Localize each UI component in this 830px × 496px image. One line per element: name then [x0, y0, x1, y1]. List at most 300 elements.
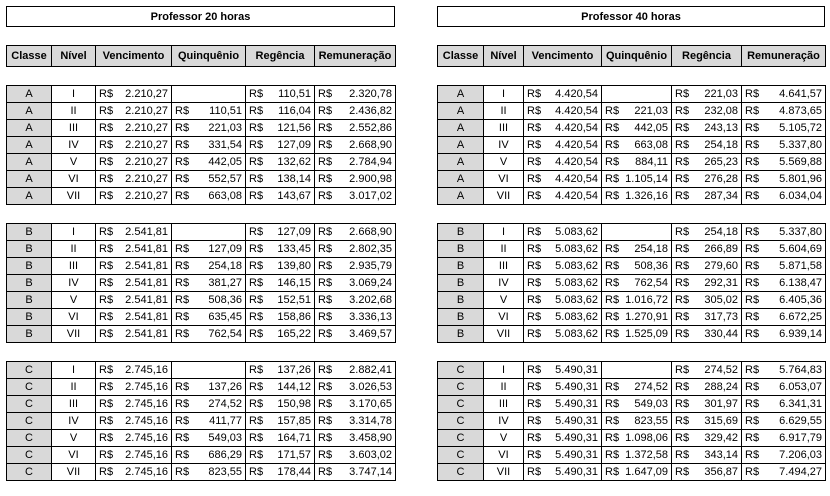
quinquenio-cell — [602, 103, 672, 120]
amount-value: 2.541,81 — [125, 277, 168, 289]
header-nivel: Nível — [52, 46, 96, 67]
currency-symbol: R$ — [318, 449, 333, 461]
amount-value: 288,24 — [704, 381, 738, 393]
currency-symbol: R$ — [318, 415, 333, 427]
currency-symbol: R$ — [605, 398, 620, 410]
remuneracao-cell — [315, 258, 396, 275]
regencia-cell — [672, 326, 742, 343]
remuneracao-cell — [742, 137, 826, 154]
table-row — [7, 154, 396, 171]
amount-value: 4.873,65 — [779, 105, 822, 117]
quinquenio-cell — [602, 396, 672, 413]
amount-value: 5.083,62 — [555, 260, 598, 272]
remuneracao-cell — [742, 154, 826, 171]
quinquenio-cell — [172, 396, 246, 413]
currency-symbol: R$ — [249, 156, 264, 168]
currency-symbol: R$ — [745, 226, 760, 238]
amount-value: 2.668,90 — [349, 226, 392, 238]
classe-cell: A — [438, 188, 484, 205]
header-nivel: Nível — [484, 46, 524, 67]
amount-value: 171,57 — [277, 449, 311, 461]
amount-value: 158,86 — [277, 311, 311, 323]
amount-value: 5.604,69 — [779, 243, 822, 255]
nivel-cell: V — [484, 154, 524, 171]
currency-symbol: R$ — [745, 122, 760, 134]
amount-value: 5.569,88 — [779, 156, 822, 168]
quinquenio-cell — [602, 379, 672, 396]
header-vencimento: Vencimento — [96, 46, 172, 67]
currency-symbol: R$ — [605, 139, 620, 151]
group-spacer — [7, 67, 396, 86]
currency-symbol: R$ — [745, 190, 760, 202]
currency-symbol: R$ — [605, 173, 620, 185]
currency-symbol: R$ — [318, 156, 333, 168]
amount-value: 317,73 — [704, 311, 738, 323]
table-row — [7, 292, 396, 309]
remuneracao-cell — [742, 362, 826, 379]
currency-symbol: R$ — [99, 364, 114, 376]
currency-symbol: R$ — [527, 398, 542, 410]
header-vencimento: Vencimento — [524, 46, 602, 67]
classe-cell: A — [7, 103, 52, 120]
currency-symbol: R$ — [175, 449, 190, 461]
table-row — [7, 171, 396, 188]
currency-symbol: R$ — [527, 277, 542, 289]
amount-value: 5.083,62 — [555, 243, 598, 255]
amount-value: 2.541,81 — [125, 226, 168, 238]
amount-value: 2.745,16 — [125, 415, 168, 427]
vencimento-cell — [524, 137, 602, 154]
classe-cell: A — [438, 103, 484, 120]
amount-value: 3.026,53 — [349, 381, 392, 393]
remuneracao-cell — [742, 258, 826, 275]
regencia-cell — [672, 258, 742, 275]
remuneracao-cell — [315, 275, 396, 292]
vencimento-cell — [524, 171, 602, 188]
classe-cell: B — [7, 292, 52, 309]
amount-value: 5.490,31 — [555, 364, 598, 376]
quinquenio-cell — [172, 275, 246, 292]
currency-symbol: R$ — [745, 432, 760, 444]
quinquenio-cell — [172, 379, 246, 396]
currency-symbol: R$ — [745, 277, 760, 289]
remuneracao-cell — [315, 413, 396, 430]
currency-symbol: R$ — [605, 156, 620, 168]
currency-symbol: R$ — [99, 277, 114, 289]
amount-value: 635,45 — [208, 311, 242, 323]
currency-symbol: R$ — [175, 122, 190, 134]
amount-value: 5.490,31 — [555, 415, 598, 427]
amount-value: 6.034,04 — [779, 190, 822, 202]
amount-value: 4.420,54 — [555, 190, 598, 202]
amount-value: 254,18 — [208, 260, 242, 272]
amount-value: 663,08 — [208, 190, 242, 202]
remuneracao-cell — [742, 171, 826, 188]
amount-value: 292,31 — [704, 277, 738, 289]
regencia-cell — [672, 379, 742, 396]
amount-value: 3.314,78 — [349, 415, 392, 427]
regencia-cell — [672, 188, 742, 205]
amount-value: 5.490,31 — [555, 398, 598, 410]
vencimento-cell — [96, 137, 172, 154]
nivel-cell: VI — [484, 171, 524, 188]
remuneracao-cell — [315, 464, 396, 481]
nivel-cell: IV — [52, 275, 96, 292]
currency-symbol: R$ — [745, 294, 760, 306]
currency-symbol: R$ — [99, 173, 114, 185]
currency-symbol: R$ — [99, 105, 114, 117]
amount-value: 1.525,09 — [625, 328, 668, 340]
amount-value: 5.490,31 — [555, 432, 598, 444]
classe-cell: A — [7, 86, 52, 103]
table-row — [438, 396, 826, 413]
amount-value: 2.745,16 — [125, 381, 168, 393]
amount-value: 508,36 — [208, 294, 242, 306]
classe-cell: C — [438, 379, 484, 396]
currency-symbol: R$ — [249, 381, 264, 393]
classe-cell: C — [7, 413, 52, 430]
amount-value: 150,98 — [277, 398, 311, 410]
classe-cell: B — [7, 258, 52, 275]
amount-value: 663,08 — [634, 139, 668, 151]
nivel-cell: II — [52, 379, 96, 396]
vencimento-cell — [524, 241, 602, 258]
currency-symbol: R$ — [318, 311, 333, 323]
table-row — [438, 86, 826, 103]
currency-symbol: R$ — [99, 466, 114, 478]
currency-symbol: R$ — [745, 415, 760, 427]
currency-symbol: R$ — [745, 156, 760, 168]
classe-cell: B — [438, 258, 484, 275]
currency-symbol: R$ — [675, 243, 690, 255]
regencia-cell — [246, 292, 315, 309]
classe-cell: A — [438, 171, 484, 188]
table-row — [7, 413, 396, 430]
amount-value: 686,29 — [208, 449, 242, 461]
currency-symbol: R$ — [318, 277, 333, 289]
nivel-cell: II — [484, 379, 524, 396]
vencimento-cell — [524, 447, 602, 464]
vencimento-cell — [96, 396, 172, 413]
regencia-cell — [672, 430, 742, 447]
regencia-cell — [672, 275, 742, 292]
currency-symbol: R$ — [99, 381, 114, 393]
currency-symbol: R$ — [318, 226, 333, 238]
amount-value: 7.206,03 — [779, 449, 822, 461]
regencia-cell — [672, 171, 742, 188]
vencimento-cell — [524, 86, 602, 103]
table-row — [7, 188, 396, 205]
currency-symbol: R$ — [745, 328, 760, 340]
currency-symbol: R$ — [175, 243, 190, 255]
vencimento-cell — [524, 413, 602, 430]
amount-value: 2.210,27 — [125, 156, 168, 168]
table-row — [7, 464, 396, 481]
amount-value: 2.668,90 — [349, 139, 392, 151]
vencimento-cell — [96, 188, 172, 205]
nivel-cell: I — [52, 86, 96, 103]
amount-value: 2.745,16 — [125, 398, 168, 410]
nivel-cell: III — [484, 120, 524, 137]
amount-value: 2.210,27 — [125, 190, 168, 202]
amount-value: 315,69 — [704, 415, 738, 427]
amount-value: 3.458,90 — [349, 432, 392, 444]
amount-value: 4.420,54 — [555, 139, 598, 151]
amount-value: 254,18 — [704, 226, 738, 238]
currency-symbol: R$ — [318, 88, 333, 100]
regencia-cell — [672, 362, 742, 379]
table-row — [438, 120, 826, 137]
remuneracao-cell — [315, 86, 396, 103]
classe-cell: B — [7, 326, 52, 343]
currency-symbol: R$ — [318, 243, 333, 255]
amount-value: 127,09 — [277, 139, 311, 151]
amount-value: 301,97 — [704, 398, 738, 410]
remuneracao-cell — [742, 326, 826, 343]
vencimento-cell — [524, 188, 602, 205]
amount-value: 121,56 — [277, 122, 311, 134]
amount-value: 4.420,54 — [555, 156, 598, 168]
regencia-cell — [246, 258, 315, 275]
classe-cell: B — [7, 309, 52, 326]
currency-symbol: R$ — [527, 122, 542, 134]
classe-cell: B — [438, 292, 484, 309]
vencimento-cell — [524, 154, 602, 171]
regencia-cell — [246, 171, 315, 188]
classe-cell: C — [7, 430, 52, 447]
regencia-cell — [672, 241, 742, 258]
amount-value: 5.764,83 — [779, 364, 822, 376]
quinquenio-cell — [172, 326, 246, 343]
table-row — [438, 362, 826, 379]
amount-value: 5.490,31 — [555, 381, 598, 393]
table-row — [438, 188, 826, 205]
currency-symbol: R$ — [175, 105, 190, 117]
amount-value: 343,14 — [704, 449, 738, 461]
currency-symbol: R$ — [99, 226, 114, 238]
table-row — [7, 309, 396, 326]
vencimento-cell — [524, 430, 602, 447]
regencia-cell — [672, 137, 742, 154]
quinquenio-cell — [602, 275, 672, 292]
amount-value: 127,09 — [277, 226, 311, 238]
classe-cell: B — [438, 326, 484, 343]
currency-symbol: R$ — [675, 260, 690, 272]
amount-value: 411,77 — [209, 415, 242, 427]
remuneracao-cell — [742, 103, 826, 120]
currency-symbol: R$ — [527, 466, 542, 478]
amount-value: 442,05 — [634, 122, 668, 134]
nivel-cell: V — [52, 292, 96, 309]
currency-symbol: R$ — [175, 432, 190, 444]
amount-value: 5.490,31 — [555, 449, 598, 461]
currency-symbol: R$ — [175, 381, 190, 393]
currency-symbol: R$ — [99, 243, 114, 255]
classe-cell: A — [7, 154, 52, 171]
currency-symbol: R$ — [527, 328, 542, 340]
quinquenio-cell — [172, 188, 246, 205]
amount-value: 5.801,96 — [779, 173, 822, 185]
nivel-cell: VII — [52, 464, 96, 481]
regencia-cell — [672, 447, 742, 464]
amount-value: 2.436,82 — [349, 105, 392, 117]
regencia-cell — [246, 120, 315, 137]
classe-cell: B — [438, 275, 484, 292]
vencimento-cell — [524, 362, 602, 379]
group-spacer — [7, 205, 396, 224]
quinquenio-cell — [602, 171, 672, 188]
nivel-cell: IV — [484, 137, 524, 154]
amount-value: 3.069,24 — [349, 277, 392, 289]
currency-symbol: R$ — [249, 105, 264, 117]
header-quinquenio: Quinquênio — [602, 46, 672, 67]
quinquenio-cell — [602, 413, 672, 430]
vencimento-cell — [96, 103, 172, 120]
nivel-cell: I — [484, 362, 524, 379]
quinquenio-cell — [172, 464, 246, 481]
amount-value: 254,18 — [704, 139, 738, 151]
amount-value: 138,14 — [277, 173, 311, 185]
nivel-cell: V — [52, 154, 96, 171]
currency-symbol: R$ — [175, 173, 190, 185]
vencimento-cell — [96, 86, 172, 103]
amount-value: 5.490,31 — [555, 466, 598, 478]
remuneracao-cell — [742, 413, 826, 430]
currency-symbol: R$ — [249, 190, 264, 202]
nivel-cell: I — [52, 362, 96, 379]
classe-cell: C — [7, 396, 52, 413]
nivel-cell: III — [484, 396, 524, 413]
nivel-cell: I — [484, 86, 524, 103]
vencimento-cell — [524, 326, 602, 343]
amount-value: 1.270,91 — [625, 311, 668, 323]
regencia-cell — [246, 188, 315, 205]
remuneracao-cell — [315, 103, 396, 120]
quinquenio-cell — [172, 120, 246, 137]
currency-symbol: R$ — [605, 190, 620, 202]
amount-value: 3.170,65 — [349, 398, 392, 410]
currency-symbol: R$ — [675, 156, 690, 168]
nivel-cell: VI — [52, 447, 96, 464]
amount-value: 243,13 — [704, 122, 738, 134]
remuneracao-cell — [742, 292, 826, 309]
currency-symbol: R$ — [745, 139, 760, 151]
currency-symbol: R$ — [249, 364, 264, 376]
amount-value: 276,28 — [704, 173, 738, 185]
table-row — [7, 120, 396, 137]
currency-symbol: R$ — [175, 398, 190, 410]
currency-symbol: R$ — [605, 432, 620, 444]
amount-value: 762,54 — [634, 277, 668, 289]
remuneracao-cell — [315, 292, 396, 309]
remuneracao-cell — [315, 447, 396, 464]
currency-symbol: R$ — [249, 139, 264, 151]
amount-value: 265,23 — [704, 156, 738, 168]
amount-value: 232,08 — [704, 105, 738, 117]
classe-cell: C — [438, 362, 484, 379]
amount-value: 329,42 — [704, 432, 738, 444]
remuneracao-cell — [742, 379, 826, 396]
classe-cell: B — [7, 224, 52, 241]
remuneracao-cell — [742, 447, 826, 464]
regencia-cell — [246, 309, 315, 326]
table-row — [7, 379, 396, 396]
amount-value: 2.784,94 — [349, 156, 392, 168]
currency-symbol: R$ — [249, 432, 264, 444]
nivel-cell: V — [52, 430, 96, 447]
currency-symbol: R$ — [318, 105, 333, 117]
nivel-cell: VI — [52, 171, 96, 188]
nivel-cell: VII — [484, 464, 524, 481]
regencia-cell — [672, 103, 742, 120]
quinquenio-cell — [602, 120, 672, 137]
currency-symbol: R$ — [745, 381, 760, 393]
regencia-cell — [672, 292, 742, 309]
amount-value: 1.326,16 — [625, 190, 668, 202]
quinquenio-cell — [172, 86, 246, 103]
table-row — [438, 137, 826, 154]
currency-symbol: R$ — [249, 466, 264, 478]
currency-symbol: R$ — [605, 381, 620, 393]
nivel-cell: III — [52, 120, 96, 137]
currency-symbol: R$ — [527, 173, 542, 185]
currency-symbol: R$ — [99, 122, 114, 134]
currency-symbol: R$ — [745, 173, 760, 185]
vencimento-cell — [96, 430, 172, 447]
amount-value: 6.053,07 — [779, 381, 822, 393]
amount-value: 6.939,14 — [779, 328, 822, 340]
regencia-cell — [246, 464, 315, 481]
vencimento-cell — [524, 396, 602, 413]
regencia-cell — [246, 154, 315, 171]
nivel-cell: III — [484, 258, 524, 275]
regencia-cell — [246, 413, 315, 430]
table-row — [7, 396, 396, 413]
amount-value: 137,26 — [208, 381, 242, 393]
amount-value: 4.420,54 — [555, 105, 598, 117]
amount-value: 5.083,62 — [555, 328, 598, 340]
amount-value: 762,54 — [208, 328, 242, 340]
amount-value: 2.541,81 — [125, 311, 168, 323]
nivel-cell: VI — [52, 309, 96, 326]
regencia-cell — [246, 275, 315, 292]
currency-symbol: R$ — [249, 277, 264, 289]
currency-symbol: R$ — [175, 311, 190, 323]
amount-value: 274,52 — [704, 364, 738, 376]
table-row — [7, 326, 396, 343]
nivel-cell: VI — [484, 309, 524, 326]
amount-value: 6.138,47 — [779, 277, 822, 289]
table-row — [438, 447, 826, 464]
currency-symbol: R$ — [99, 398, 114, 410]
amount-value: 4.641,57 — [779, 88, 822, 100]
remuneracao-cell — [315, 430, 396, 447]
classe-cell: A — [438, 137, 484, 154]
currency-symbol: R$ — [675, 466, 690, 478]
regencia-cell — [246, 241, 315, 258]
amount-value: 133,45 — [277, 243, 311, 255]
amount-value: 2.210,27 — [125, 88, 168, 100]
currency-symbol: R$ — [527, 294, 542, 306]
amount-value: 137,26 — [277, 364, 311, 376]
table-row — [438, 326, 826, 343]
table-row — [7, 137, 396, 154]
regencia-cell — [672, 413, 742, 430]
regencia-cell — [672, 224, 742, 241]
regencia-cell — [246, 86, 315, 103]
currency-symbol: R$ — [99, 311, 114, 323]
quinquenio-cell — [602, 137, 672, 154]
